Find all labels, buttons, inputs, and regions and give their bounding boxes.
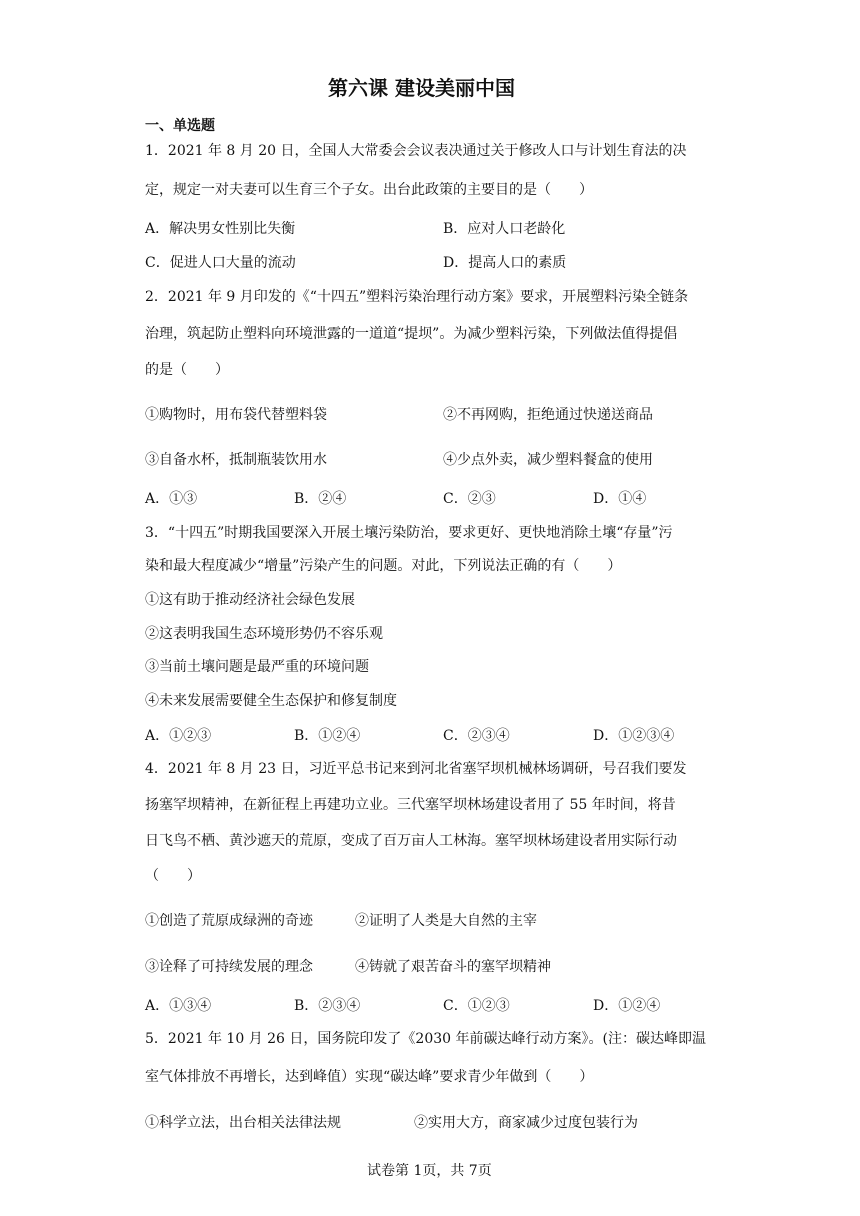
- section-heading: 一、单选题: [145, 118, 215, 134]
- question-4-stem-line-1: 4．2021 年 8 月 23 日，习近平总书记来到河北省塞罕坝机械林场调研，号召我们要发: [145, 761, 687, 777]
- question-3-stem-line-2: 染和最大程度减少“增量”污染产生的问题。对此，下列说法正确的有（ ）: [145, 558, 622, 574]
- question-1-stem-line-1: 1．2021 年 8 月 20 日，全国人大常委会会议表决通过关于修改人口与计划生育法的决: [145, 143, 687, 159]
- question-4-stem-line-3: 日飞鸟不栖、黄沙遮天的荒原，变成了百万亩人工林海。塞罕坝林场建设者用实际行动: [145, 833, 677, 849]
- question-4-statement-3: ③诠释了可持续发展的理念: [145, 959, 313, 975]
- question-2-option-a: A．①③: [145, 491, 198, 507]
- question-5-stem-line-2: 室气体排放不再增长，达到峰值）实现“碳达峰”要求青少年做到（ ）: [145, 1069, 594, 1085]
- question-1-option-b: B．应对人口老龄化: [443, 221, 566, 237]
- question-3-statement-4: ④未来发展需要健全生态保护和修复制度: [145, 693, 397, 709]
- question-1-stem-line-2: 定，规定一对夫妻可以生育三个子女。出台此政策的主要目的是（ ）: [145, 182, 593, 198]
- question-4-statement-4: ④铸就了艰苦奋斗的塞罕坝精神: [355, 959, 551, 975]
- question-4-stem-line-4: （ ）: [145, 868, 201, 884]
- page-footer: 试卷第 1页，共 7页: [367, 1163, 492, 1179]
- question-2-option-d: D．①④: [593, 491, 647, 507]
- question-5-stem-line-1: 5．2021 年 10 月 26 日，国务院印发了《2030 年前碳达峰行动方案》。(注：碳达峰即温: [145, 1031, 706, 1047]
- question-3-option-a: A．①②③: [145, 728, 212, 744]
- question-3-statement-1: ①这有助于推动经济社会绿色发展: [145, 592, 355, 608]
- question-2-option-c: C．②③: [443, 491, 496, 507]
- question-2-stem-line-3: 的是（ ）: [145, 362, 229, 378]
- question-4-statement-1: ①创造了荒原成绿洲的奇迹: [145, 913, 313, 929]
- question-5-statement-2: ②实用大方，商家减少过度包装行为: [414, 1115, 638, 1131]
- question-4-option-d: D．①②④: [593, 998, 661, 1014]
- question-2-statement-4: ④少点外卖，减少塑料餐盒的使用: [443, 452, 653, 468]
- question-2-stem-line-1: 2．2021 年 9 月印发的《“十四五”塑料污染治理行动方案》要求，开展塑料污染全链条: [145, 289, 689, 305]
- question-2-statement-2: ②不再网购，拒绝通过快递送商品: [443, 407, 653, 423]
- question-3-stem-line-1: 3．“十四五”时期我国要深入开展土壤污染防治，要求更好、更快地消除土壤“存量”污: [145, 525, 673, 541]
- question-4-option-c: C．①②③: [443, 998, 510, 1014]
- question-5-statement-1: ①科学立法，出台相关法律法规: [145, 1115, 341, 1131]
- question-2-statement-3: ③自备水杯，抵制瓶装饮用水: [145, 452, 327, 468]
- question-4-statement-2: ②证明了人类是大自然的主宰: [355, 913, 537, 929]
- question-1-option-a: A．解决男女性别比失衡: [145, 221, 296, 237]
- question-4-option-a: A．①③④: [145, 998, 212, 1014]
- question-2-stem-line-2: 治理，筑起防止塑料向环境泄露的一道道“提坝”。为减少塑料污染，下列做法值得提倡: [145, 326, 678, 342]
- question-4-stem-line-2: 扬塞罕坝精神，在新征程上再建功立业。三代塞罕坝林场建设者用了 55 年时间，将昔: [145, 797, 676, 813]
- question-2-statement-1: ①购物时，用布袋代替塑料袋: [145, 407, 327, 423]
- question-1-option-d: D．提高人口的素质: [443, 255, 567, 271]
- question-3-statement-3: ③当前土壤问题是最严重的环境问题: [145, 659, 369, 675]
- question-2-option-b: B．②④: [294, 491, 347, 507]
- question-4-option-b: B．②③④: [294, 998, 361, 1014]
- question-3-option-c: C．②③④: [443, 728, 510, 744]
- question-3-option-b: B．①②④: [294, 728, 361, 744]
- page-title: 第六课 建设美丽中国: [328, 76, 515, 100]
- question-1-option-c: C．促进人口大量的流动: [145, 255, 296, 271]
- question-3-option-d: D．①②③④: [593, 728, 675, 744]
- question-3-statement-2: ②这表明我国生态环境形势仍不容乐观: [145, 626, 383, 642]
